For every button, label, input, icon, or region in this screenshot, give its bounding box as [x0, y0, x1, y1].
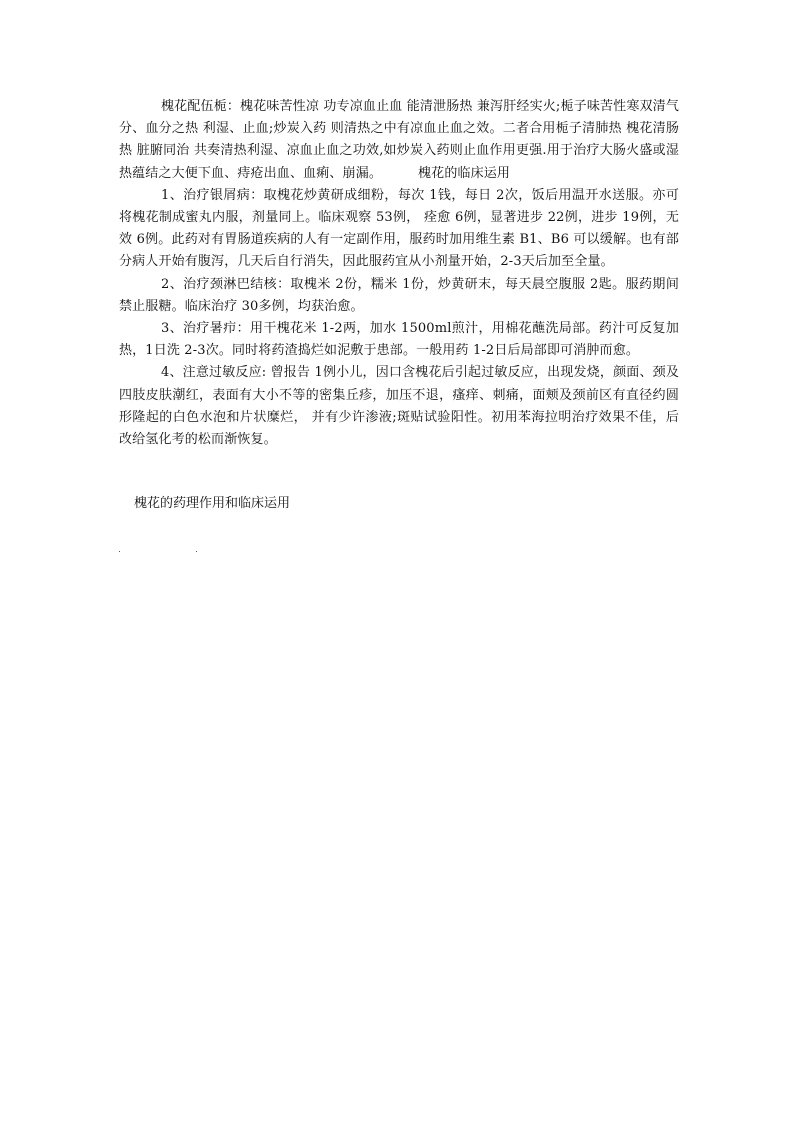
section-heading-clinical-use: 槐花的临床运用: [418, 165, 511, 181]
paragraph-allergy-warning: 4、注意过敏反应: 曾报告 1例小儿，因口含槐花后引起过敏反应，出现发烧，颜面、颈及四肢皮肤潮红，表面有大小不等的密集丘疹，加压不退，瘙痒、刺痛，面颊及颈前区有直径约圆形隆起的白色水泡和片状糜烂， 并有少许渗液;斑贴试验阳性。初用苯海拉明治疗效果不佳，后改给氢化考的松而渐恢复。: [119, 365, 679, 448]
paragraph-summer-boils: 3、治疗暑疖：用干槐花米 1-2两，加水 1500ml煎汁，用棉花蘸洗局部。药汁可反复加热，1日洗 2-3次。同时将药渣捣烂如泥敷于患部。一般用药 1-2日后局部即可消肿而愈。: [119, 321, 679, 359]
paragraph-pairing: [119, 96, 679, 185]
document-footer-title: 槐花的药理作用和临床运用: [134, 496, 291, 511]
paragraph-lymph-tuberculosis: 2、治疗颈淋巴结核：取槐米 2份，糯米 1份，炒黄研末，每天晨空腹服 2匙。服药期间禁止服糖。临床治疗 30多例，均获治愈。: [119, 276, 679, 314]
paragraph-psoriasis: 1、治疗银屑病：取槐花炒黄研成细粉，每次 1钱，每日 2次，饭后用温开水送服。亦可将槐花制成蜜丸内服，剂量同上。临床观察 53例， 痊愈 6例，显著进步 22例，进步 19例，无效 6例。此药对有胃肠道疾病的人有一定副作用，服药时加用维生素 B1、B6 可以缓解。也有部分病人开始有腹泻，几天后自行消失，因此服药宜从小剂量开始，2-3天后加至全量。: [119, 187, 679, 270]
stray-mark: [196, 551, 197, 552]
stray-mark: [119, 551, 120, 552]
paragraph-text: 槐花配伍栀：槐花味苦性凉 功专凉血止血 能清泄肠热 兼泻肝经实火;栀子味苦性寒双清气分、血分之热 利湿、止血;炒炭入药 则清热之中有凉血止血之效。二者合用栀子清肺热 槐花清肠热 脏腑同治 共奏清热利湿、凉血止血之功效,如炒炭入药则止血作用更强.用于治疗大肠火盛或湿热蕴结之大便下血、痔疮出血、血痢、崩漏。: [119, 99, 679, 181]
document-body: [119, 96, 679, 451]
